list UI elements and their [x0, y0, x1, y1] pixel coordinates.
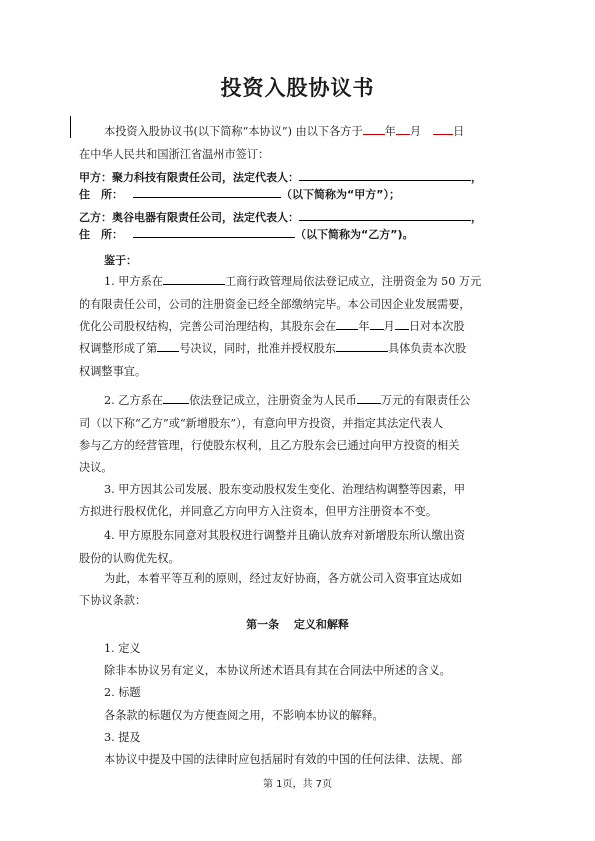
conclusion-line-1: 为此，本着平等互利的原则，经过友好协商，各方就公司入资事宜达成如: [104, 571, 463, 585]
party-a-line: 甲方：聚力科技有限责任公司，法定代表人： ，: [79, 168, 519, 188]
article1-s2-title: 2. 标题: [104, 686, 141, 700]
item2-place-blank[interactable]: [163, 391, 189, 404]
day-blank[interactable]: [433, 122, 453, 135]
item1-line-1: 1. 甲方系在 工商行政管理局依法登记成立，注册资金为 50 万元: [104, 272, 519, 292]
item2-line-4: 决议。: [79, 461, 113, 475]
party-a-address-blank[interactable]: [133, 185, 281, 198]
text-cursor: [70, 116, 71, 138]
conclusion-line-2: 下协议条款：: [79, 594, 147, 608]
item1-day-blank[interactable]: [395, 317, 409, 330]
item1-line-5: 权调整事宜。: [79, 364, 147, 378]
item1-resolution-blank[interactable]: [157, 339, 179, 352]
preamble-line-2: 在中华人民共和国浙江省温州市签订：: [79, 148, 270, 161]
item1-bureau-blank[interactable]: [163, 272, 225, 285]
item2-line-2: 司（以下称“乙方”或“新增股东”），有意向甲方投资，并指定其法定代表人: [79, 416, 444, 430]
party-b-line: 乙方：奥谷电器有限责任公司，法定代表人： ，: [79, 208, 519, 228]
item1-month-blank[interactable]: [370, 317, 384, 330]
article1-s1-text: 除非本协议另有定义，本协议所述术语具有其在合同法中所述的含义。: [104, 664, 451, 678]
article1-s1-title: 1. 定义: [104, 641, 141, 655]
item3-line-2: 方拟进行股权优化，并同意乙方向甲方入注资本，但甲方注册资本不变。: [79, 505, 438, 519]
article1-heading: 第一条 定义和解释: [246, 617, 349, 631]
party-a-rep-blank[interactable]: [299, 168, 471, 181]
item1-line-2: 的有限责任公司，公司的注册资金已经全部缴纳完毕。本公司因企业发展需要，: [79, 297, 471, 311]
year-blank[interactable]: [363, 122, 385, 135]
item1-year-blank[interactable]: [336, 317, 358, 330]
item1-line-3: 优化公司股权结构，完善公司治理结构，其股东会在 年 月 日对本次股: [79, 317, 519, 337]
party-b-address-line: 住 所： （以下简称为“乙方”)。: [79, 225, 519, 245]
item1-line-4: 权调整形成了第 号决议，同时，批准并授权股东 具体负责本次股: [79, 339, 519, 359]
article1-s3-text: 本协议中提及中国的法律时应包括届时有效的中国的任何法律、法规、部: [104, 753, 463, 767]
month-blank[interactable]: [396, 122, 410, 135]
preamble-line-1: 本投资入股协议书(以下简称“本协议”) 由以下各方于 年 月 日: [104, 122, 519, 142]
item2-line-1: 2. 乙方系在 依法登记成立，注册资金为人民币 万元的有限责任公: [104, 391, 519, 411]
party-b-rep-blank[interactable]: [299, 208, 471, 221]
page-footer: 第 1页，共 7页: [262, 778, 333, 790]
document-title: 投资入股协议书: [220, 76, 375, 100]
item3-line-1: 3. 甲方因其公司发展、股东变动股权发生变化、治理结构调整等因素，甲: [104, 482, 466, 496]
article1-s2-text: 各条款的标题仅为方便查阅之用，不影响本协议的解释。: [104, 708, 384, 722]
article1-s3-title: 3. 提及: [104, 731, 141, 745]
item1-shareholder-blank[interactable]: [336, 339, 388, 352]
party-b-address-blank[interactable]: [133, 225, 295, 238]
item4-line-1: 4. 甲方原股东同意对其股权进行调整并且确认放弃对新增股东所认缴出资: [104, 529, 466, 543]
party-a-address-line: 住 所： （以下简称为“甲方”）；: [79, 185, 519, 205]
item2-line-3: 参与乙方的经营管理，行使股东权利，且乙方股东会已通过向甲方投资的相关: [79, 439, 460, 452]
item2-capital-blank[interactable]: [357, 391, 381, 404]
whereas-title: 鉴于：: [104, 253, 137, 267]
item4-line-2: 股份的认购优先权。: [79, 551, 180, 565]
